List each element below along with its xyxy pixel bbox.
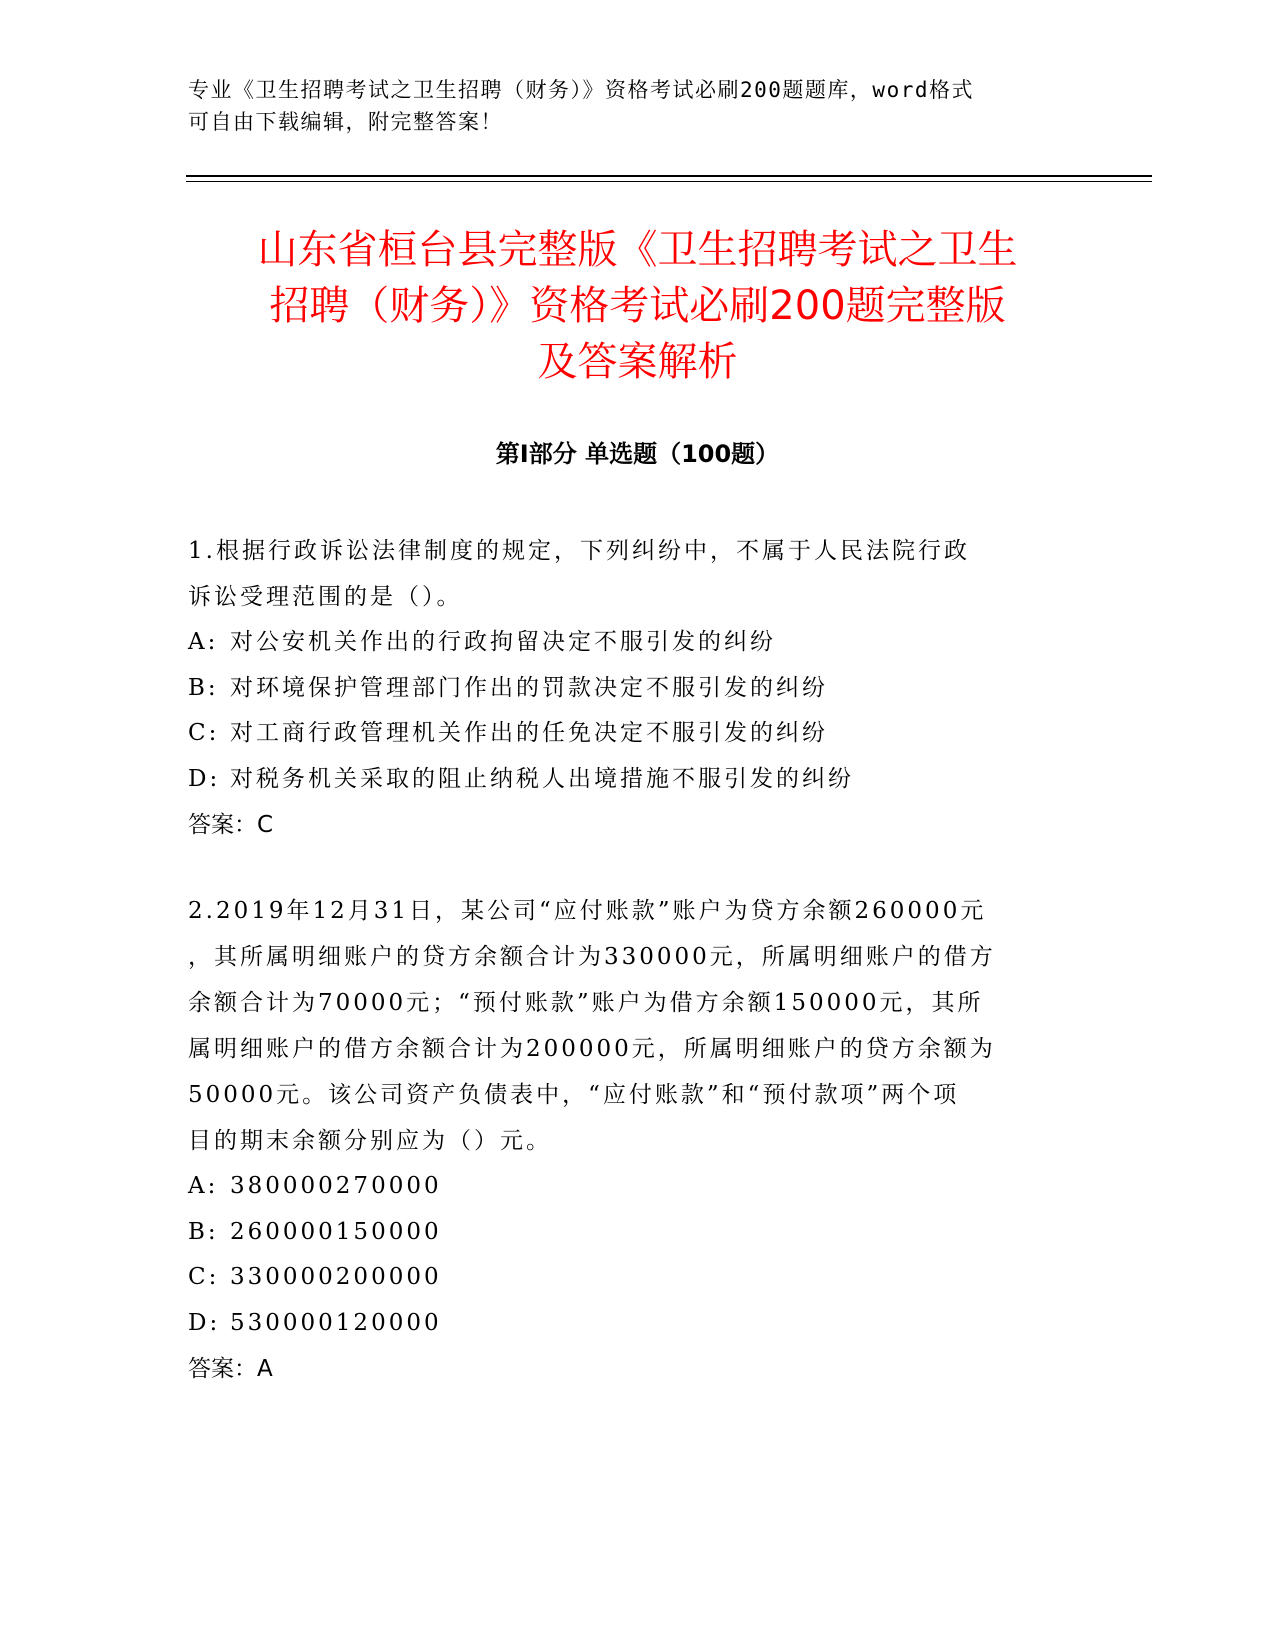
option-c xyxy=(188,1255,1088,1301)
section-heading: 第Ⅰ部分 单选题（100题） xyxy=(495,440,780,468)
question-2 xyxy=(188,888,1088,1392)
question-stem-line: 2.2019年12月31日，某公司“应付账款”账户为贷方余额260000元 xyxy=(188,898,987,924)
option-c xyxy=(188,711,1088,757)
header-note-line-2: 可自由下载编辑，附完整答案！ xyxy=(188,110,503,134)
question-stem-line: 余额合计为70000元；“预付账款”账户为借方余额150000元，其所 xyxy=(188,990,984,1016)
option-text: 330000200000 xyxy=(230,1264,442,1290)
option-letter: D: xyxy=(188,765,221,792)
option-b xyxy=(188,666,1088,712)
document-title xyxy=(180,222,1095,390)
option-letter: D: xyxy=(188,1309,221,1336)
document-title-line-2: 招聘（财务）》资格考试必刷200题完整版 xyxy=(269,283,1006,329)
header-divider-thick xyxy=(186,175,1152,177)
option-text: 对公安机关作出的行政拘留决定不服引发的纠纷 xyxy=(230,629,776,655)
option-text: 对税务机关采取的阻止纳税人出境措施不服引发的纠纷 xyxy=(230,765,854,792)
option-letter: B: xyxy=(188,1218,219,1245)
header-divider-thin xyxy=(186,181,1152,182)
question-stem-line: 目的期末余额分别应为（）元。 xyxy=(188,1128,552,1154)
option-letter: C: xyxy=(188,720,220,746)
option-text: 530000120000 xyxy=(230,1309,442,1336)
option-a xyxy=(188,620,1088,666)
option-d xyxy=(188,757,1088,803)
option-letter: B: xyxy=(188,674,219,701)
question-stem-line: 属明细账户的借方余额合计为200000元，所属明细账户的贷方余额为 xyxy=(188,1036,996,1062)
question-stem-line: 1.根据行政诉讼法律制度的规定，下列纠纷中，不属于人民法院行政 xyxy=(188,538,970,564)
header-note-line-1: 专业《卫生招聘考试之卫生招聘（财务）》资格考试必刷200题题库，word格式 xyxy=(188,78,974,102)
option-letter: C: xyxy=(188,1264,220,1290)
question-1 xyxy=(188,528,1088,848)
option-b xyxy=(188,1210,1088,1256)
answer: 答案：C xyxy=(188,812,274,838)
option-a xyxy=(188,1164,1088,1210)
option-text: 对环境保护管理部门作出的罚款决定不服引发的纠纷 xyxy=(230,674,828,701)
option-d xyxy=(188,1301,1088,1347)
document-title-line-1: 山东省桓台县完整版《卫生招聘考试之卫生 xyxy=(257,227,1018,273)
question-stem-line: 50000元。该公司资产负债表中，“应付账款”和“预付款项”两个项 xyxy=(188,1082,960,1108)
question-stem-line: ，其所属明细账户的贷方余额合计为330000元，所属明细账户的借方 xyxy=(188,944,996,970)
option-text: 对工商行政管理机关作出的任免决定不服引发的纠纷 xyxy=(230,720,828,746)
option-letter: A: xyxy=(188,1173,219,1199)
header-note xyxy=(188,74,1068,138)
question-stem-line: 诉讼受理范围的是（）。 xyxy=(188,584,463,610)
option-text: 380000270000 xyxy=(230,1173,442,1199)
answer: 答案：A xyxy=(188,1356,273,1382)
document-title-line-3: 及答案解析 xyxy=(537,339,738,385)
option-letter: A: xyxy=(188,629,219,655)
option-text: 260000150000 xyxy=(230,1218,442,1245)
